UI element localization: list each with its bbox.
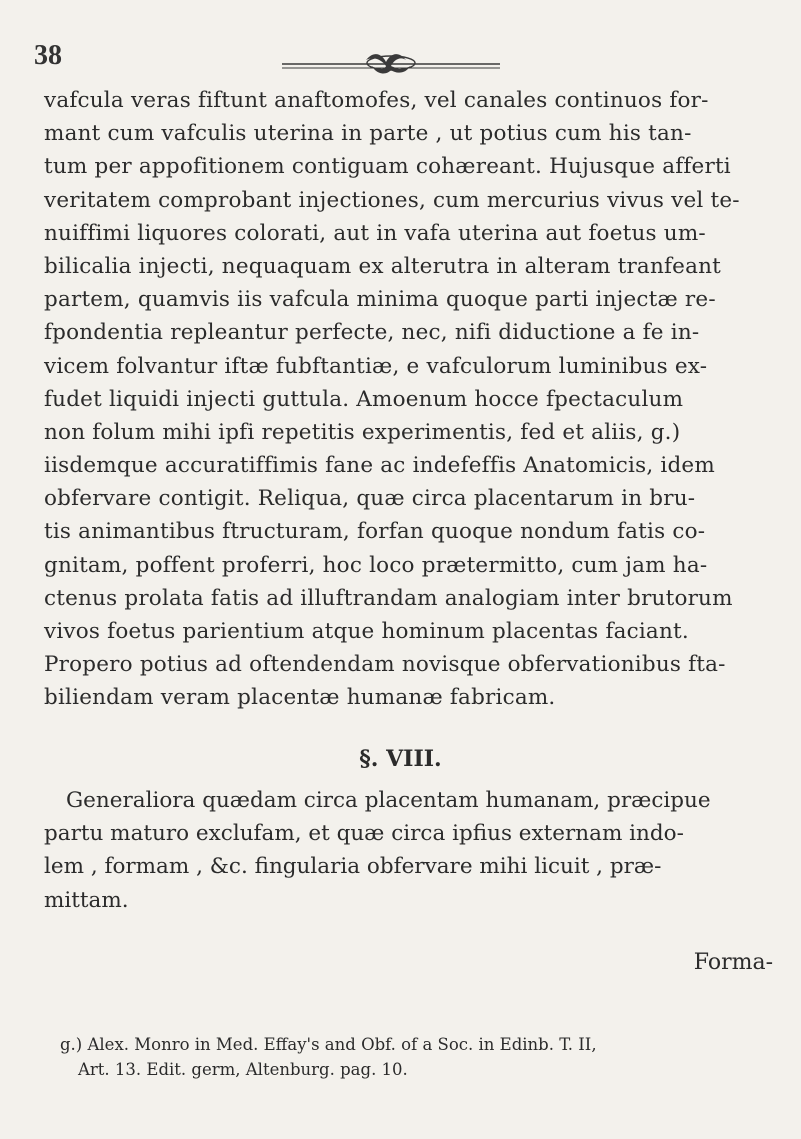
- text-line: vafcula veras fiftunt anaftomofes, vel canales continuos for-: [44, 88, 709, 113]
- text-line: bilicalia injecti, nequaquam ex alterutra in alteram tranfeant: [44, 253, 721, 279]
- text-line: vicem folvantur iftæ fubftantiæ, e vafculorum luminibus ex-: [44, 353, 708, 379]
- text-line: gnitam, poffent proferri, hoc loco prætermitto, cum jam ha-: [44, 552, 708, 578]
- header-ornament-icon: [282, 50, 500, 76]
- text-line: biliendam veram placentæ humanæ fabricam.: [44, 685, 556, 711]
- text-line: fudet liquidi injecti guttula. Amoenum hocce fpectaculum: [44, 386, 684, 412]
- text-line: mittam.: [44, 887, 129, 913]
- text-line: fpondentia repleantur perfecte, nec, nifi diductione a fe in-: [44, 320, 700, 346]
- text-line: tum per appofitionem contiguam cohæreant. Hujusque afferti: [44, 154, 731, 180]
- text-line: Generaliora quædam circa placentam humanam, præcipue: [66, 788, 711, 813]
- text-line: lem , formam , &c. fingularia obfervare mihi licuit , præ-: [44, 854, 662, 880]
- footnote-line: g.) Alex. Monro in Med. Effay's and Obf. of a Soc. in Edinb. T. II,: [60, 1035, 597, 1054]
- text-line: partem, quamvis iis vafcula minima quoque parti injectæ re-: [44, 287, 716, 313]
- text-line: mant cum vafculis uterina in parte , ut potius cum his tan-: [44, 121, 692, 147]
- text-line: tis animantibus ftructuram, forfan quoque nondum fatis co-: [44, 519, 706, 545]
- text-line: non folum mihi ipfi repetitis experimentis, fed et aliis, g.): [44, 419, 681, 445]
- text-line: veritatem comprobant injectiones, cum mercurius vivus vel te-: [44, 187, 740, 213]
- text-line: partu maturo exclufam, et quæ circa ipfius externam indo-: [44, 821, 684, 847]
- footnote-line: Art. 13. Edit. germ, Altenburg. pag. 10.: [78, 1060, 408, 1079]
- text-line: ctenus prolata fatis ad illuftrandam analogiam inter brutorum: [44, 585, 733, 611]
- main-paragraph: [44, 84, 784, 715]
- footnote: [60, 1032, 780, 1082]
- text-line: vivos foetus parientium atque hominum placentas faciant.: [44, 619, 689, 644]
- page-number: 38: [34, 40, 62, 71]
- text-line: nuiffimi liquores colorati, aut in vafa uterina aut foetus um-: [44, 220, 706, 246]
- catchword: Forma-: [693, 950, 773, 975]
- text-line: obfervare contigit. Reliqua, quæ circa placentarum in bru-: [44, 486, 696, 512]
- section-paragraph: [44, 784, 784, 917]
- text-line: iisdemque accuratiffimis fane ac indefeffis Anatomicis, idem: [44, 453, 715, 479]
- text-line: Propero potius ad oftendendam novisque obfervationibus fta-: [44, 652, 726, 678]
- section-heading: §. VIII.: [359, 746, 442, 772]
